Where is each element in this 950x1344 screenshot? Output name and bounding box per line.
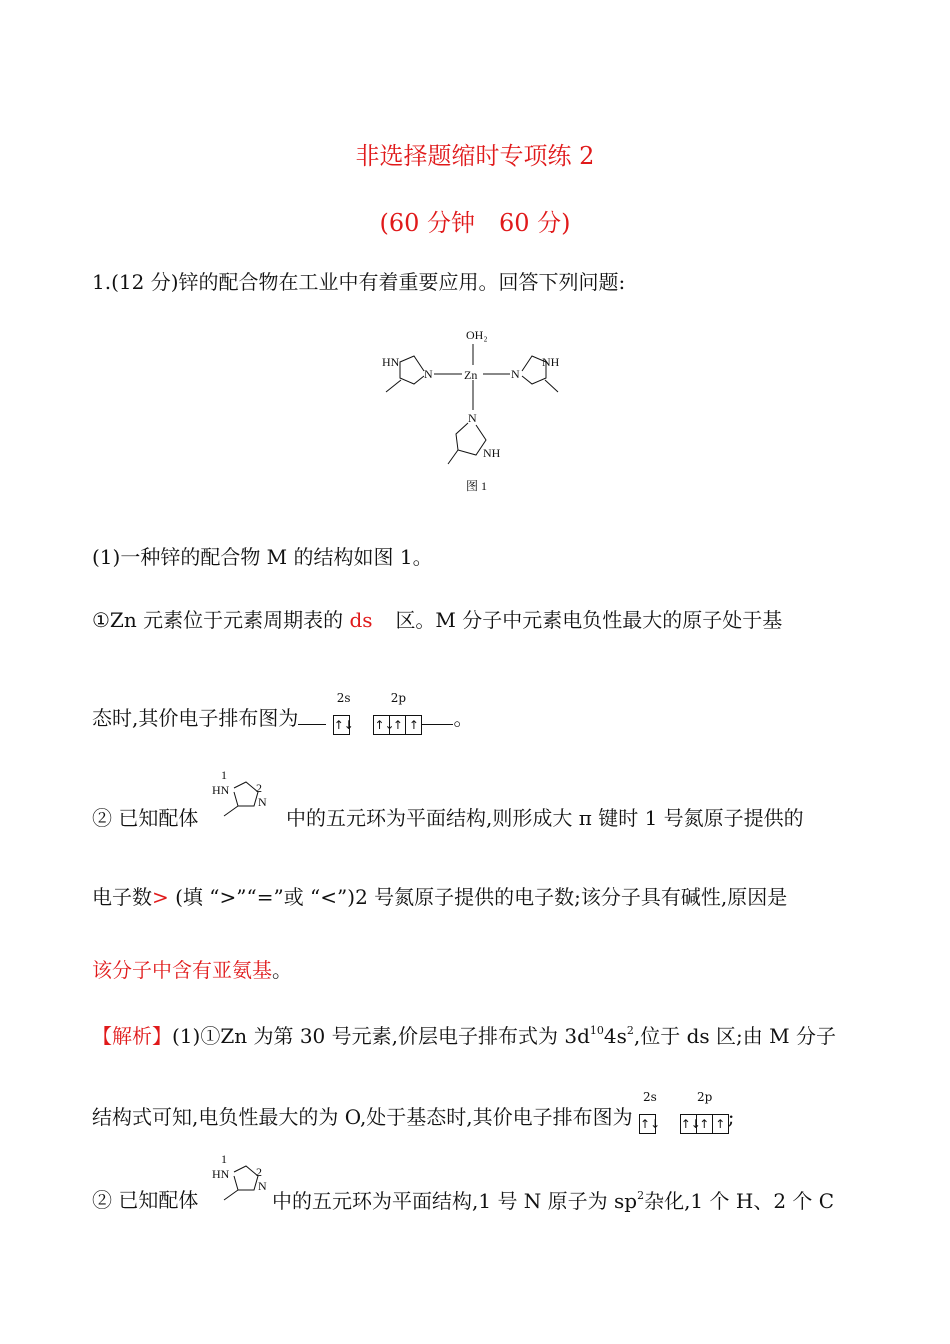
sub2-line2 — [92, 887, 787, 907]
analysis-l3-b: 中的五元环为平面结构,1 号 N 原子为 sp — [272, 1189, 638, 1213]
zn-complex-figure — [370, 322, 570, 497]
sub1-line1 — [92, 610, 782, 630]
answer-blank-right — [421, 723, 453, 725]
analysis-l1-sup2: 2 — [626, 1024, 634, 1037]
analysis-l3-c: 杂化,1 个 H、2 个 C — [644, 1189, 835, 1213]
analysis-orbital-2p-box-3: ↑ — [712, 1114, 729, 1134]
sub2-text-d: (填 “>”“=”或 “<”)2 号氮原子提供的电子数;该分子具有碱性,原因是 — [168, 885, 788, 909]
orbital-diagram-answer — [333, 691, 422, 735]
analysis-orbital-2s-label: 2s — [643, 1090, 657, 1104]
orbital-2p-label: 2p — [390, 691, 407, 705]
analysis-line3-rest — [272, 1190, 834, 1211]
bottom-n-label: N — [468, 411, 477, 425]
orbital-2p-box-3: ↑ — [405, 715, 422, 735]
analysis-l2-a: 结构式可知,电负性最大的为 O,处于基态时,其价电子排布图为 — [92, 1105, 633, 1129]
answer-blank-left — [298, 723, 326, 725]
right-n-label: N — [511, 367, 520, 381]
analysis-orbital-2s-box: ↑↓ — [639, 1114, 656, 1134]
page-subtitle: (60 分钟 60 分) — [379, 209, 571, 237]
orbital-2p-box-2: ↑ — [389, 715, 406, 735]
analysis-l1-a: (1)①Zn 为第 30 号元素,价层电子排布式为 3d — [172, 1024, 590, 1048]
analysis-imidazole-figure — [208, 1152, 280, 1214]
sub2-line1 — [92, 808, 198, 828]
analysis-line1 — [92, 1025, 836, 1046]
analysis-ligand-n-label: N — [258, 1179, 267, 1193]
page-title: 非选择题缩时专项练 2 — [355, 142, 595, 170]
analysis-l1-sup1: 10 — [589, 1024, 604, 1037]
orbital-2p-box-1: ↑↓ — [373, 715, 390, 735]
sub2-text-e: 。 — [272, 958, 292, 982]
analysis-orbital-2p-box-2: ↑ — [696, 1114, 713, 1134]
right-nh-label: NH — [542, 355, 560, 369]
analysis-ligand-n2-number: 2 — [256, 1165, 262, 1179]
figure-caption: 图 1 — [466, 479, 488, 493]
sub1-text-d: 。 — [453, 706, 474, 730]
answer-ds: ds — [349, 608, 373, 632]
analysis-ligand-n1-number: 1 — [221, 1152, 227, 1166]
analysis-orbital-diagram — [639, 1090, 728, 1134]
analysis-l3-a: ② 已知配体 — [92, 1188, 199, 1212]
analysis-ligand-hn-label: HN — [212, 1167, 230, 1181]
analysis-tag: 【解析】 — [92, 1024, 172, 1048]
oh2-label: OH₂ — [466, 328, 488, 342]
question-intro: 1.(12 分)锌的配合物在工业中有着重要应用。回答下列问题: — [92, 270, 626, 294]
ligand-n1-number: 1 — [221, 768, 227, 782]
ligand-n-label: N — [258, 795, 267, 809]
sub2-text-b: 中的五元环为平面结构,则形成大 π 键时 1 号氮原子提供的 — [286, 806, 804, 830]
analysis-line3 — [92, 1190, 198, 1210]
bottom-nh-label: NH — [483, 446, 501, 460]
answer-greater-than: > — [152, 885, 169, 909]
answer-imino-reason: 该分子中含有亚氨基 — [92, 958, 272, 982]
analysis-l1-b: 4s — [603, 1024, 627, 1048]
sub2-text-a: ② 已知配体 — [92, 806, 199, 830]
part1-text: (1)一种锌的配合物 M 的结构如图 1。 — [92, 545, 433, 569]
imidazole-ligand-figure — [208, 768, 280, 830]
orbital-2s-label: 2s — [336, 691, 351, 705]
sub2-text-c: 电子数 — [92, 885, 152, 909]
sub1-text-b: 区。M 分子中元素电负性最大的原子处于基 — [395, 608, 783, 632]
orbital-2s-box: ↑↓ — [333, 715, 350, 735]
left-n-label: N — [424, 367, 433, 381]
analysis-line2 — [92, 1090, 735, 1134]
sub1-text-c: 态时,其价电子排布图为 — [92, 706, 299, 730]
analysis-l1-c: ,位于 ds 区;由 M 分子 — [633, 1024, 836, 1048]
sub1-text-a: ①Zn 元素位于元素周期表的 — [92, 608, 344, 632]
sub1-line2 — [92, 691, 474, 735]
sub2-line3 — [92, 960, 292, 980]
analysis-l2-b: ; — [727, 1105, 735, 1129]
analysis-orbital-2p-label: 2p — [697, 1090, 713, 1104]
analysis-l3-sup: 2 — [637, 1189, 645, 1202]
ligand-hn-label: HN — [212, 783, 230, 797]
zn-label: Zn — [464, 368, 478, 382]
ligand-n2-number: 2 — [256, 781, 262, 795]
analysis-orbital-2p-box-1: ↑↓ — [680, 1114, 697, 1134]
left-hn-label: HN — [382, 355, 400, 369]
